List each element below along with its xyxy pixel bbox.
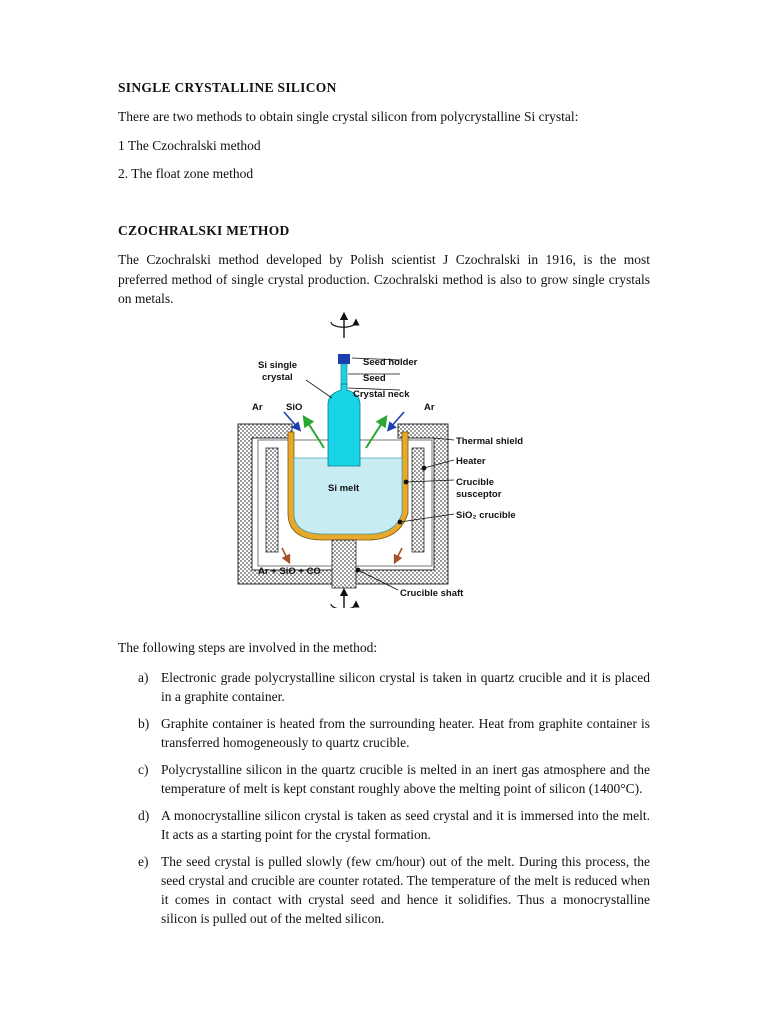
label-susceptor: susceptor xyxy=(456,489,502,500)
bottom-rotation-arrow xyxy=(331,592,356,608)
label-thermal-shield: Thermal shield xyxy=(456,436,524,447)
heater-right xyxy=(412,448,424,552)
list-item xyxy=(118,852,650,928)
czochralski-paragraph: The Czochralski method developed by Polish scientist J Czochralski in 1916, is the most preferred method of single crystal production. Czochralski method is also to grow single crystals on metals. xyxy=(118,252,650,306)
label-crucible-shaft: Crucible shaft xyxy=(400,588,464,599)
step-text: A monocrystalline silicon crystal is taken as seed crystal and it is immersed into the melt. It acts as a starting point for the crystal formation. xyxy=(161,808,650,842)
label-si-melt: Si melt xyxy=(328,483,360,494)
step-marker: c) xyxy=(138,762,149,777)
czochralski-diagram xyxy=(228,308,528,608)
label-heater: Heater xyxy=(456,456,486,467)
label-si-single: Si single xyxy=(258,360,298,371)
step-marker: d) xyxy=(138,808,150,823)
label-seed: Seed xyxy=(363,373,386,384)
list-item xyxy=(118,806,650,844)
seed xyxy=(341,364,347,384)
step-marker: b) xyxy=(138,716,150,731)
step-text: Electronic grade polycrystalline silicon crystal is taken in quartz crucible and it is placed in a graphite container. xyxy=(161,670,650,704)
step-text: Graphite container is heated from the surrounding heater. Heat from graphite container is transferred homogeneously to quartz crucible. xyxy=(161,716,650,750)
list-item xyxy=(118,760,650,798)
list-item xyxy=(118,668,650,706)
label-sio: SiO xyxy=(286,402,303,413)
label-exhaust-gas: Ar + SiO + CO xyxy=(258,566,321,577)
label-crystal: crystal xyxy=(262,372,293,383)
label-sio2-crucible: SiO₂ crucible xyxy=(456,510,516,521)
step-text: The seed crystal is pulled slowly (few cm/hour) out of the melt. During this process, the seed crystal and crucible are counter rotated. The temperature of the melt is reduced when it comes in contact with crystal seed and hence it solidifies. Thus a monocrystalline silicon is pulled out of the melted silicon. xyxy=(161,854,650,926)
si-melt xyxy=(294,458,402,534)
method-item-1: 1 The Czochralski method xyxy=(118,138,261,153)
label-ar-left: Ar xyxy=(252,402,263,413)
label-crystal-neck: Crystal neck xyxy=(353,389,410,400)
step-marker: a) xyxy=(138,670,149,685)
crucible-shaft xyxy=(332,540,356,588)
step-marker: e) xyxy=(138,854,149,869)
heater-left xyxy=(266,448,278,552)
steps-list xyxy=(118,668,650,936)
steps-intro: The following steps are involved in the method: xyxy=(118,640,378,655)
heading-czochralski-method: CZOCHRALSKI METHOD xyxy=(118,223,290,238)
intro-text: There are two methods to obtain single crystal silicon from polycrystalline Si crystal: xyxy=(118,109,579,124)
list-item xyxy=(118,714,650,752)
label-seed-holder: Seed holder xyxy=(363,357,418,368)
method-item-2: 2. The float zone method xyxy=(118,166,254,181)
label-ar-right: Ar xyxy=(424,402,435,413)
step-text: Polycrystalline silicon in the quartz crucible is melted in an inert gas atmosphere and the temperature of melt is kept constant roughly above the melting point of silicon (1400°C). xyxy=(161,762,650,796)
heading-single-crystalline-silicon: SINGLE CRYSTALLINE SILICON xyxy=(118,80,337,95)
seed-holder xyxy=(338,354,350,364)
top-rotation-arrow xyxy=(331,316,356,338)
label-crucible: Crucible xyxy=(456,477,495,488)
